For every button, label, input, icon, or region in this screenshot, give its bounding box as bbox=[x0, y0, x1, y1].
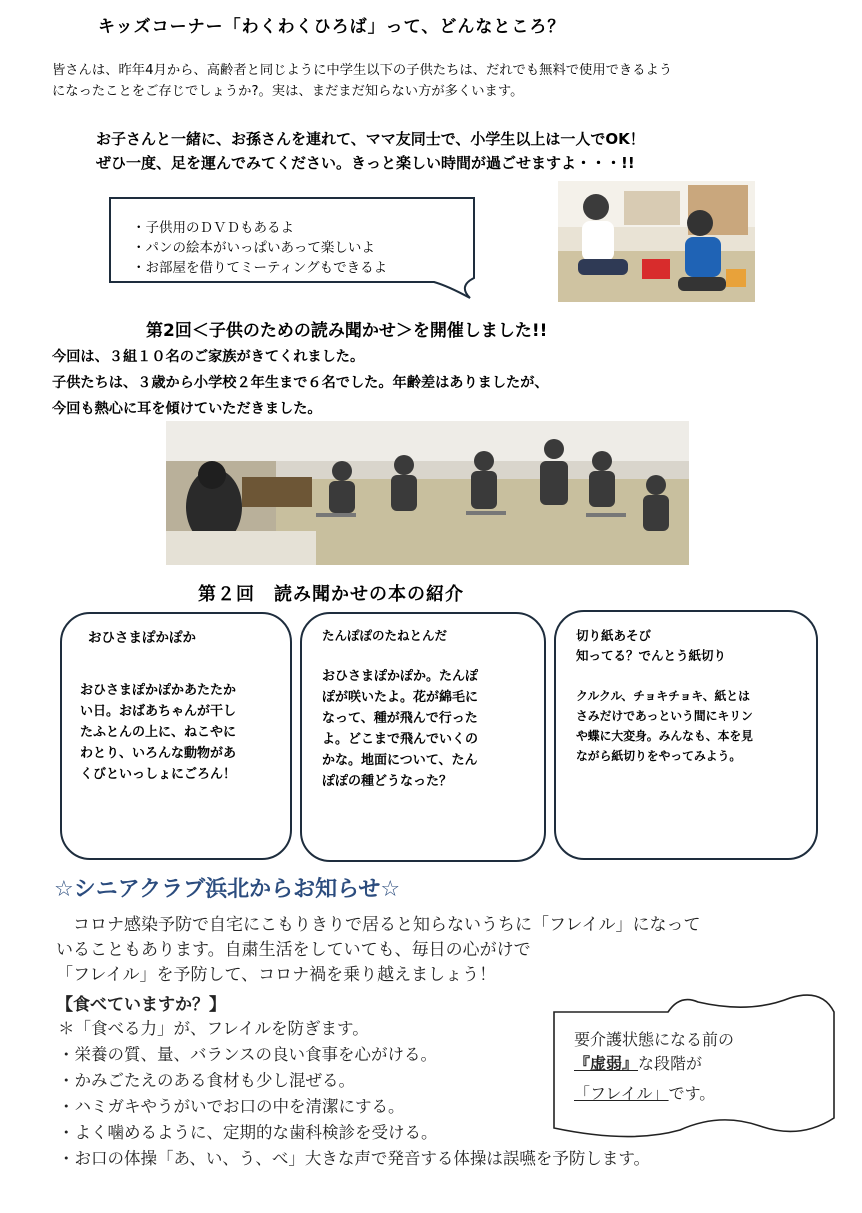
frailty-note-line-3: 「フレイル」です。 bbox=[574, 1084, 716, 1103]
book-card-2 bbox=[300, 612, 546, 862]
book-card-description: おひさまぽかぽか。たんぽ ぽが咲いたよ。花が綿毛に なって、種が飛んで行った よ。どこまで飛んでいくの かな。地面について、たん ぽぽの種どうなった？ bbox=[322, 669, 479, 789]
senior-list-item: ・お口の体操「あ、い、う、べ」大きな声で発音する体操は誤嚥を予防します。 bbox=[58, 1149, 651, 1168]
book-card-title: 切り紙あそび 知ってる？でんとう紙切り bbox=[576, 628, 727, 663]
frailty-note bbox=[574, 1028, 734, 1106]
reading-line-3: 今回も熱心に耳を傾けていただきました。 bbox=[52, 401, 322, 417]
senior-club-title: ☆シニアクラブ浜北からお知らせ☆ bbox=[54, 877, 401, 902]
kids-feature-item: ・お部屋を借りてミーティングもできるよ bbox=[132, 260, 388, 276]
reading-event-photo bbox=[166, 421, 689, 565]
senior-list-item: ・ハミガキやうがいでお口の中を清潔にする。 bbox=[58, 1097, 405, 1116]
kids-intro-line-2: になったことをご存じでしょうか?。実は、まだまだ知らない方が多くいます。 bbox=[52, 84, 524, 99]
reading-event-title: 第2回＜子供のための読み聞かせ＞を開催しました!! bbox=[146, 321, 548, 341]
reading-line-1: 今回は、３組１０名のご家族がきてくれました。 bbox=[52, 349, 365, 365]
book-card-1 bbox=[60, 612, 292, 860]
kids-invite-line-1: お子さんと一緒に、お孫さんを連れて、ママ友同士で、小学生以上は一人でOK！ bbox=[96, 130, 645, 148]
kids-playing-photo bbox=[558, 181, 755, 302]
frailty-note-line-2: 『虚弱』な段階が bbox=[574, 1054, 703, 1073]
book-card-description: クルクル、チョキチョキ、紙とは さみだけであっという間にキリン や蝶に大変身。みんなも、本を見 ながら紙切りをやってみよう。 bbox=[576, 689, 753, 763]
senior-subheading: 【食べていますか？】 bbox=[56, 995, 226, 1015]
kids-intro-line-1: 皆さんは、昨年4月から、高齢者と同じように中学生以下の子供たちは、だれでも無料で使用できるよう bbox=[52, 63, 673, 78]
senior-list-item: ＊「食べる力」が、フレイルを防ぎます。 bbox=[58, 1019, 369, 1038]
book-card-title: おひさまぽかぽか bbox=[88, 630, 196, 646]
kids-feature-item: ・パンの絵本がいっぱいあって楽しいよ bbox=[132, 240, 375, 256]
senior-para-line-1: コロナ感染予防で自宅にこもりきりで居ると知らないうちに「フレイル」になって bbox=[56, 915, 701, 935]
books-section-title: 第２回 読み聞かせの本の紹介 bbox=[198, 584, 464, 605]
book-card-3 bbox=[554, 610, 818, 860]
frailty-note-line-1: 要介護状態になる前の bbox=[574, 1030, 735, 1049]
kids-feature-list bbox=[132, 218, 387, 278]
senior-para-line-3: 「フレイル」を予防して、コロナ禍を乗り越えましょう！ bbox=[56, 965, 497, 985]
book-card-title: たんぽぽのたねとんだ bbox=[322, 628, 448, 643]
kids-corner-title: キッズコーナー「わくわくひろば」って、どんなところ？ bbox=[98, 17, 566, 37]
kids-invite-line-2: ぜひ一度、足を運んでみてください。きっと楽しい時間が過ごせますよ・・・!! bbox=[96, 154, 635, 172]
kids-feature-item: ・子供用のＤＶＤもあるよ bbox=[132, 220, 294, 236]
senior-list-item: ・かみごたえのある食材も少し混ぜる。 bbox=[58, 1071, 355, 1090]
senior-para-line-2: いることもあります。自粛生活をしていても、毎日の心がけで bbox=[56, 940, 531, 960]
book-card-description: おひさまぽかぽかあたたか い日。おばあちゃんが干し たふとんの上に、ねこやに わとり、いろんな動物があ くびといっしょにごろん！ bbox=[80, 683, 237, 782]
senior-list-item: ・栄養の質、量、バランスの良い食事を心がける。 bbox=[58, 1045, 438, 1064]
reading-line-2: 子供たちは、３歳から小学校２年生まで６名でした。年齢差はありましたが、 bbox=[52, 375, 549, 391]
senior-list-item: ・よく噛めるように、定期的な歯科検診を受ける。 bbox=[58, 1123, 438, 1142]
